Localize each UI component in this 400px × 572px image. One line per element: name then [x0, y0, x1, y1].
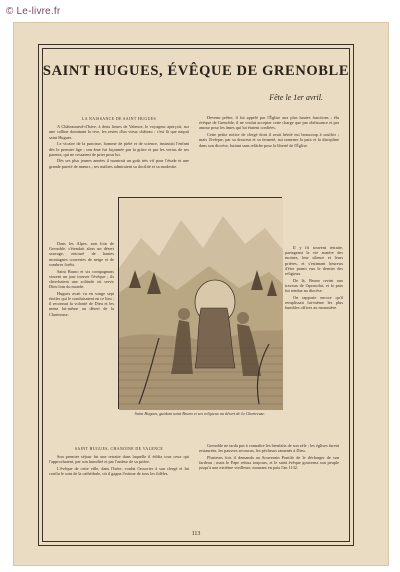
paragraph: Il y fit souvent retraite, partageant la vie austère des moines, leur silence et leurs prières, et s'estimant heureux d'être parmi eux le dernier des religieux. [285, 245, 343, 277]
paragraph: Son premier séjour fut une retraite dans laquelle il édifia tous ceux qui l'approchaient, par son humilité et par l'ardeur de sa prière. [49, 454, 189, 465]
paragraph: A Châteauneuf-d'Isère, à deux lieues de Valence, le voyageur aperçoit, sur une colline dominant la rive, les restes d'un vieux château : c'est là que naquit saint Hugues. [49, 124, 189, 140]
engraving-image [119, 198, 283, 410]
text-column-left-narrow [49, 241, 114, 437]
watermark: © Le-livre.fr [6, 6, 61, 17]
paragraph: Plusieurs fois il demanda au Souverain Pontife de le décharger de son fardeau ; mais le Pape refusa toujours, et le saint évêque gouverna son peuple jusqu'à une extrême vieillesse, mourant en paix l'an 1132. [199, 454, 339, 471]
paragraph: Saint Bruno et six compagnons vinrent un jour trouver l'évêque ; ils cherchaient une solitude où servir Dieu loin du monde. [49, 268, 114, 290]
text-column-right-narrow [285, 245, 343, 437]
paragraph: Dans les Alpes, non loin de Grenoble, s'étendait alors un désert sauvage, entouré de hautes montagnes couvertes de neige et de sombres forêts. [49, 241, 114, 267]
paragraph: Le vicaire de la paroisse, homme de piété et de science, instruisit l'enfant dès le premier âge ; son âme fut façonnée par la grâce et par les vertus de ses parents, qui ne cessaient de prier pour lui. [49, 141, 189, 157]
page-frame [38, 44, 354, 546]
page-title: SAINT HUGUES, ÉVÊQUE DE GRENOBLE [42, 63, 350, 79]
feast-date: Fête le 1er avril. [269, 93, 323, 102]
section-heading: LA NAISSANCE DE SAINT HUGUES [81, 117, 157, 121]
section-heading: SAINT HUGUES, CHANOINE DE VALENCE [74, 447, 164, 451]
paragraph: L'évêque de cette ville, dans l'Isère, voulut l'associer à son clergé et lui confia le soin de la cathédrale, où il gagna l'estime de tous les fidèles. [49, 466, 189, 477]
paragraph: De là, Bruno revint aux travaux de l'apostolat, et la paix fut rendue au diocèse. [285, 277, 343, 294]
paragraph: Grenoble ne tarda pas à connaître les bienfaits de son zèle ; les églises furent restaurées, les pauvres secourus, les pécheurs ramenés à Dieu. [199, 443, 339, 454]
paragraph: Devenu prêtre, il fut appelé par l'Église aux plus hautes fonctions ; élu évêque de Grenoble, il ne voulut accepter cette charge que par obéissance et par amour pour les âmes qui lui étaient confiées. [199, 115, 339, 131]
engraving-illustration [118, 197, 282, 409]
engraving-caption: Saint Hugues, guidant saint Bruno et ses religieux au désert de la Chartreuse. [134, 411, 266, 416]
paragraph: On rapporte encore qu'il remplissait lui-même les plus humbles offices au monastère. [285, 294, 343, 311]
text-column-right-bottom [199, 443, 339, 529]
page-number: 113 [191, 531, 201, 537]
text-column-left-bottom [49, 445, 189, 529]
paragraph: Cette petite notice de clergé dont il avait hérité eut beaucoup à souffrir ; mais l'évêque, par sa douceur et sa fermeté, sut ramener la paix et la discipline dans son diocèse, luttant sans relâche pour la liberté de l'Église. [199, 132, 339, 148]
paragraph: Dès ses plus jeunes années il montrait un goût très vif pour l'étude et une grande pureté de mœurs ; ses maîtres admiraient sa docilité et sa modestie. [49, 158, 189, 169]
paragraph: Hugues avait vu en songe sept étoiles qui le conduisaient en ce lieu ; il reconnut la volonté de Dieu et les mena lui-même au désert de la Chartreuse. [49, 290, 114, 317]
